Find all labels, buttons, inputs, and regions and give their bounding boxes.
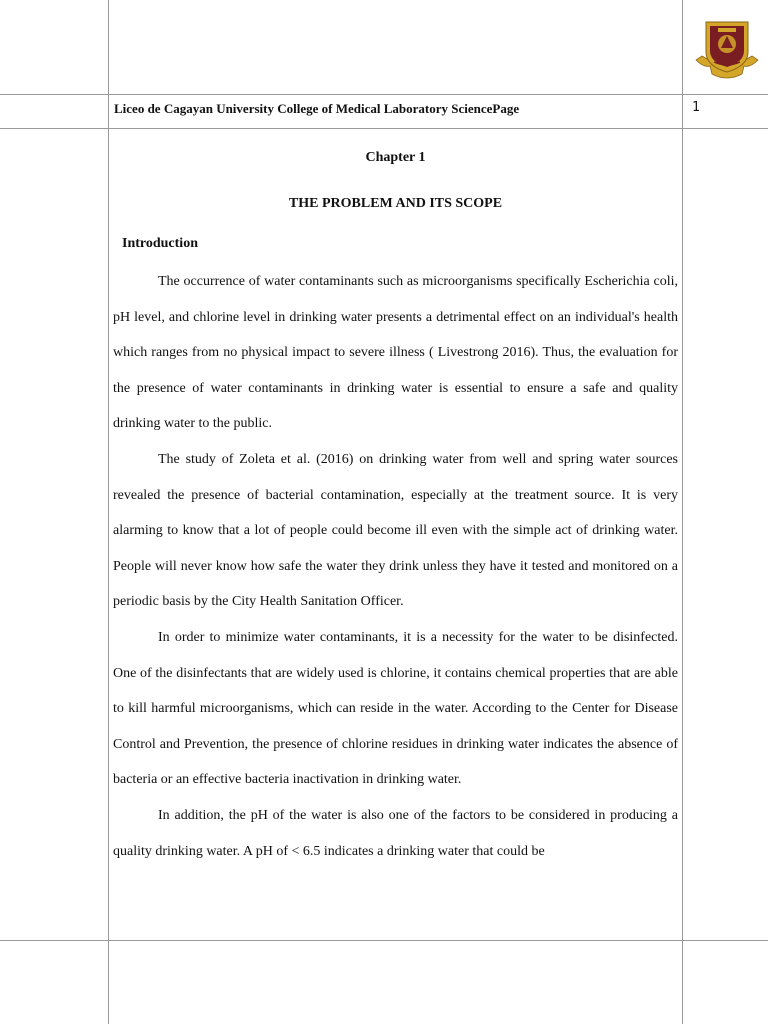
page-number: 1	[692, 100, 700, 115]
body-bottom-line	[0, 940, 768, 941]
university-seal-logo	[692, 16, 762, 82]
chapter-heading: Chapter 1	[365, 150, 426, 165]
paragraph: In addition, the pH of the water is also one of the factors to be considered in producing a quality drinking water. A pH of < 6.5 indicates a drinking water that could be	[113, 807, 678, 859]
running-header: Liceo de Cagayan University College of Medical Laboratory SciencePage	[114, 101, 520, 116]
header-top-line	[0, 94, 768, 95]
left-margin-line	[108, 0, 109, 1024]
paragraph: In order to minimize water contaminants, it is a necessity for the water to be disinfected. One of the disinfectants that are widely used is chlorine, it contains chemical properties that are able to kill harmful microorganisms, which can reside in the water. According to the Center for Disease Control and Prevention, the presence of chlorine residues in drinking water indicates the absence of bacteria or an effective bacteria inactivation in drinking water.	[113, 629, 678, 788]
section-heading: Introduction	[122, 236, 198, 251]
document-body	[113, 140, 678, 869]
right-margin-line	[682, 0, 683, 1024]
paragraph: The study of Zoleta et al. (2016) on drinking water from well and spring water sources revealed the presence of bacterial contamination, especially at the treatment source. It is very alarming to know that a lot of people could become ill even with the simple act of drinking water. People will never know how safe the water they drink unless they have it tested and monitored on a periodic basis by the City Health Sanitation Officer.	[113, 451, 678, 610]
header-bottom-line	[0, 128, 768, 129]
paragraph: The occurrence of water contaminants such as microorganisms specifically Escherichia coli, pH level, and chlorine level in drinking water presents a detrimental effect on an individual's health which ranges from no physical impact to severe illness ( Livestrong 2016). Thus, the evaluation for the presence of water contaminants in drinking water is essential to ensure a safe and quality drinking water to the public.	[113, 274, 678, 432]
chapter-title: THE PROBLEM AND ITS SCOPE	[288, 196, 503, 211]
